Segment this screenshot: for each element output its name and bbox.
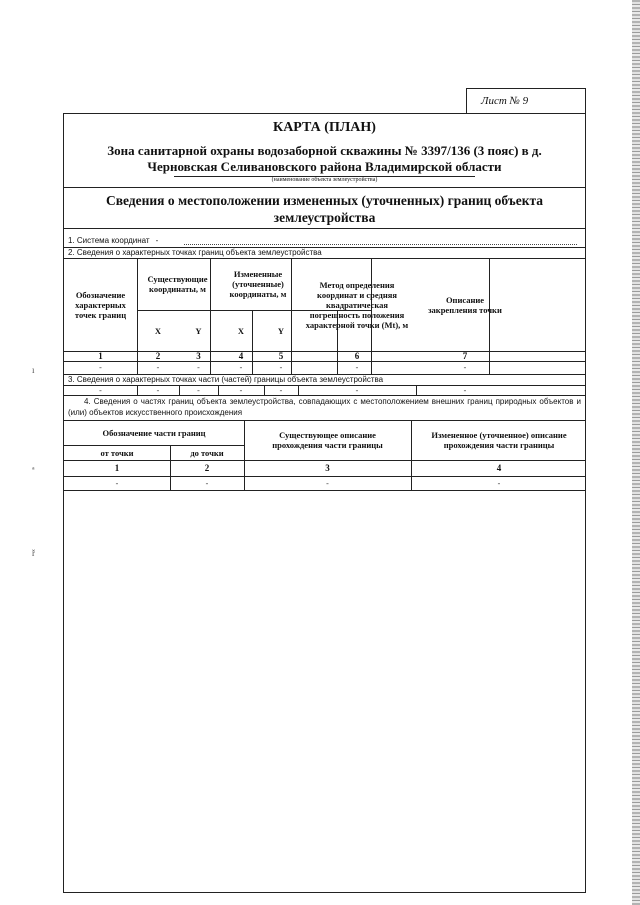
section-title (74, 192, 575, 226)
col-number-6: 6 (354, 351, 360, 361)
coord-system-row (68, 236, 158, 245)
s4-col-number-3: 3 (325, 463, 330, 473)
s4-cell: - (326, 478, 329, 488)
s2-cell: - (156, 363, 160, 372)
s2-cell: - (197, 363, 200, 372)
header-y-changed: Y (277, 325, 285, 336)
s3-cell: - (279, 385, 283, 395)
divider (64, 374, 585, 375)
s4-intro: 4. Сведения о частях границ объекта землеустройства, совпадающих с местоположением внешних границ природных объектов и (или) объектов искусственного происхождения (68, 397, 581, 417)
s4-cell: - (497, 478, 501, 488)
header-existing-description: Существующее описание прохождения части границы (272, 430, 383, 450)
grid-line (179, 385, 180, 395)
document-title: КАРТА (ПЛАН) (273, 120, 376, 135)
margin-mark-1: ı (32, 365, 35, 375)
s3-cell: - (463, 385, 467, 395)
s4-col-number-4: 4 (496, 463, 502, 473)
s4-col-number-2: 2 (204, 463, 210, 473)
margin-mark-2: ª (32, 465, 35, 475)
header-x-changed: X (237, 325, 245, 336)
header-fixing: Описание закрепления точки (428, 294, 502, 315)
coord-system-label: 1. Система координат (68, 236, 150, 245)
header-method: Метод определения координат и средняя квадратическая погрешность положения характерной точки (Мt), м (305, 279, 409, 330)
header-to-point: до точки (190, 447, 224, 458)
document-frame (63, 113, 586, 893)
divider (64, 228, 585, 229)
header-x-existing: X (154, 325, 162, 336)
col-number-5: 5 (278, 351, 284, 361)
coord-system-value: - (155, 236, 159, 245)
grid-line (218, 385, 219, 395)
s2-cell: - (279, 363, 283, 372)
s3-cell: - (197, 385, 200, 395)
col-number-4: 4 (238, 351, 244, 361)
margin-mark-3: ř (32, 548, 35, 558)
s4-col-number-1: 1 (114, 463, 120, 473)
header-y-existing: Y (195, 325, 202, 336)
s3-cell: - (355, 385, 359, 395)
col-number-2: 2 (155, 351, 161, 361)
header-designation: Обозначение характерных точек границ (74, 289, 127, 320)
s2-cell: - (99, 363, 102, 372)
s3-cell: - (156, 385, 160, 395)
header-changed-description: Измененное (уточненное) описание прохождения части границы (431, 430, 567, 450)
sheet-label: Лист № 9 (466, 88, 586, 114)
subject-heading (74, 143, 575, 175)
s3-cell: - (239, 385, 243, 395)
col-number-7: 7 (462, 351, 468, 361)
header-from-point: от точки (100, 447, 134, 458)
divider (64, 187, 585, 188)
s2-cell: - (463, 363, 467, 372)
scan-edge (632, 0, 640, 905)
subject-line-2: Черновская Селивановского района Владимирской области (147, 159, 502, 174)
grid-line (298, 385, 299, 395)
s2-cell: - (355, 363, 359, 372)
s3-cell: - (99, 385, 102, 395)
s3-label: 3. Сведения о характерных точках части (частей) границы объекта землеустройства (68, 375, 384, 384)
header-border-part: Обозначение части границ (102, 427, 206, 438)
s4-cell: - (115, 478, 119, 488)
section-title-line-2: землеустройства (273, 210, 376, 225)
header-existing-coords: Существующие координаты, м (147, 274, 208, 294)
naming-caption: (наименование объекта землеустройства) (271, 177, 378, 183)
s2-label: 2. Сведения о характерных точках границ объекта землеустройства (68, 248, 322, 257)
dotted-fill (184, 244, 577, 245)
col-number-1: 1 (98, 351, 103, 361)
s2-cell: - (239, 363, 243, 372)
header-changed-coords: Измененные (уточненные) координаты, м (229, 269, 287, 299)
subject-line-1: Зона санитарной охраны водозаборной скважины № 3397/136 (3 пояс) в д. (107, 143, 542, 158)
s4-cell: - (205, 478, 209, 488)
divider (64, 490, 585, 491)
grid-line (137, 385, 138, 395)
grid-line (416, 385, 417, 395)
col-number-3: 3 (196, 351, 201, 361)
grid-line (264, 385, 265, 395)
section-title-line-1: Сведения о местоположении измененных (уточненных) границ объекта (105, 193, 544, 208)
